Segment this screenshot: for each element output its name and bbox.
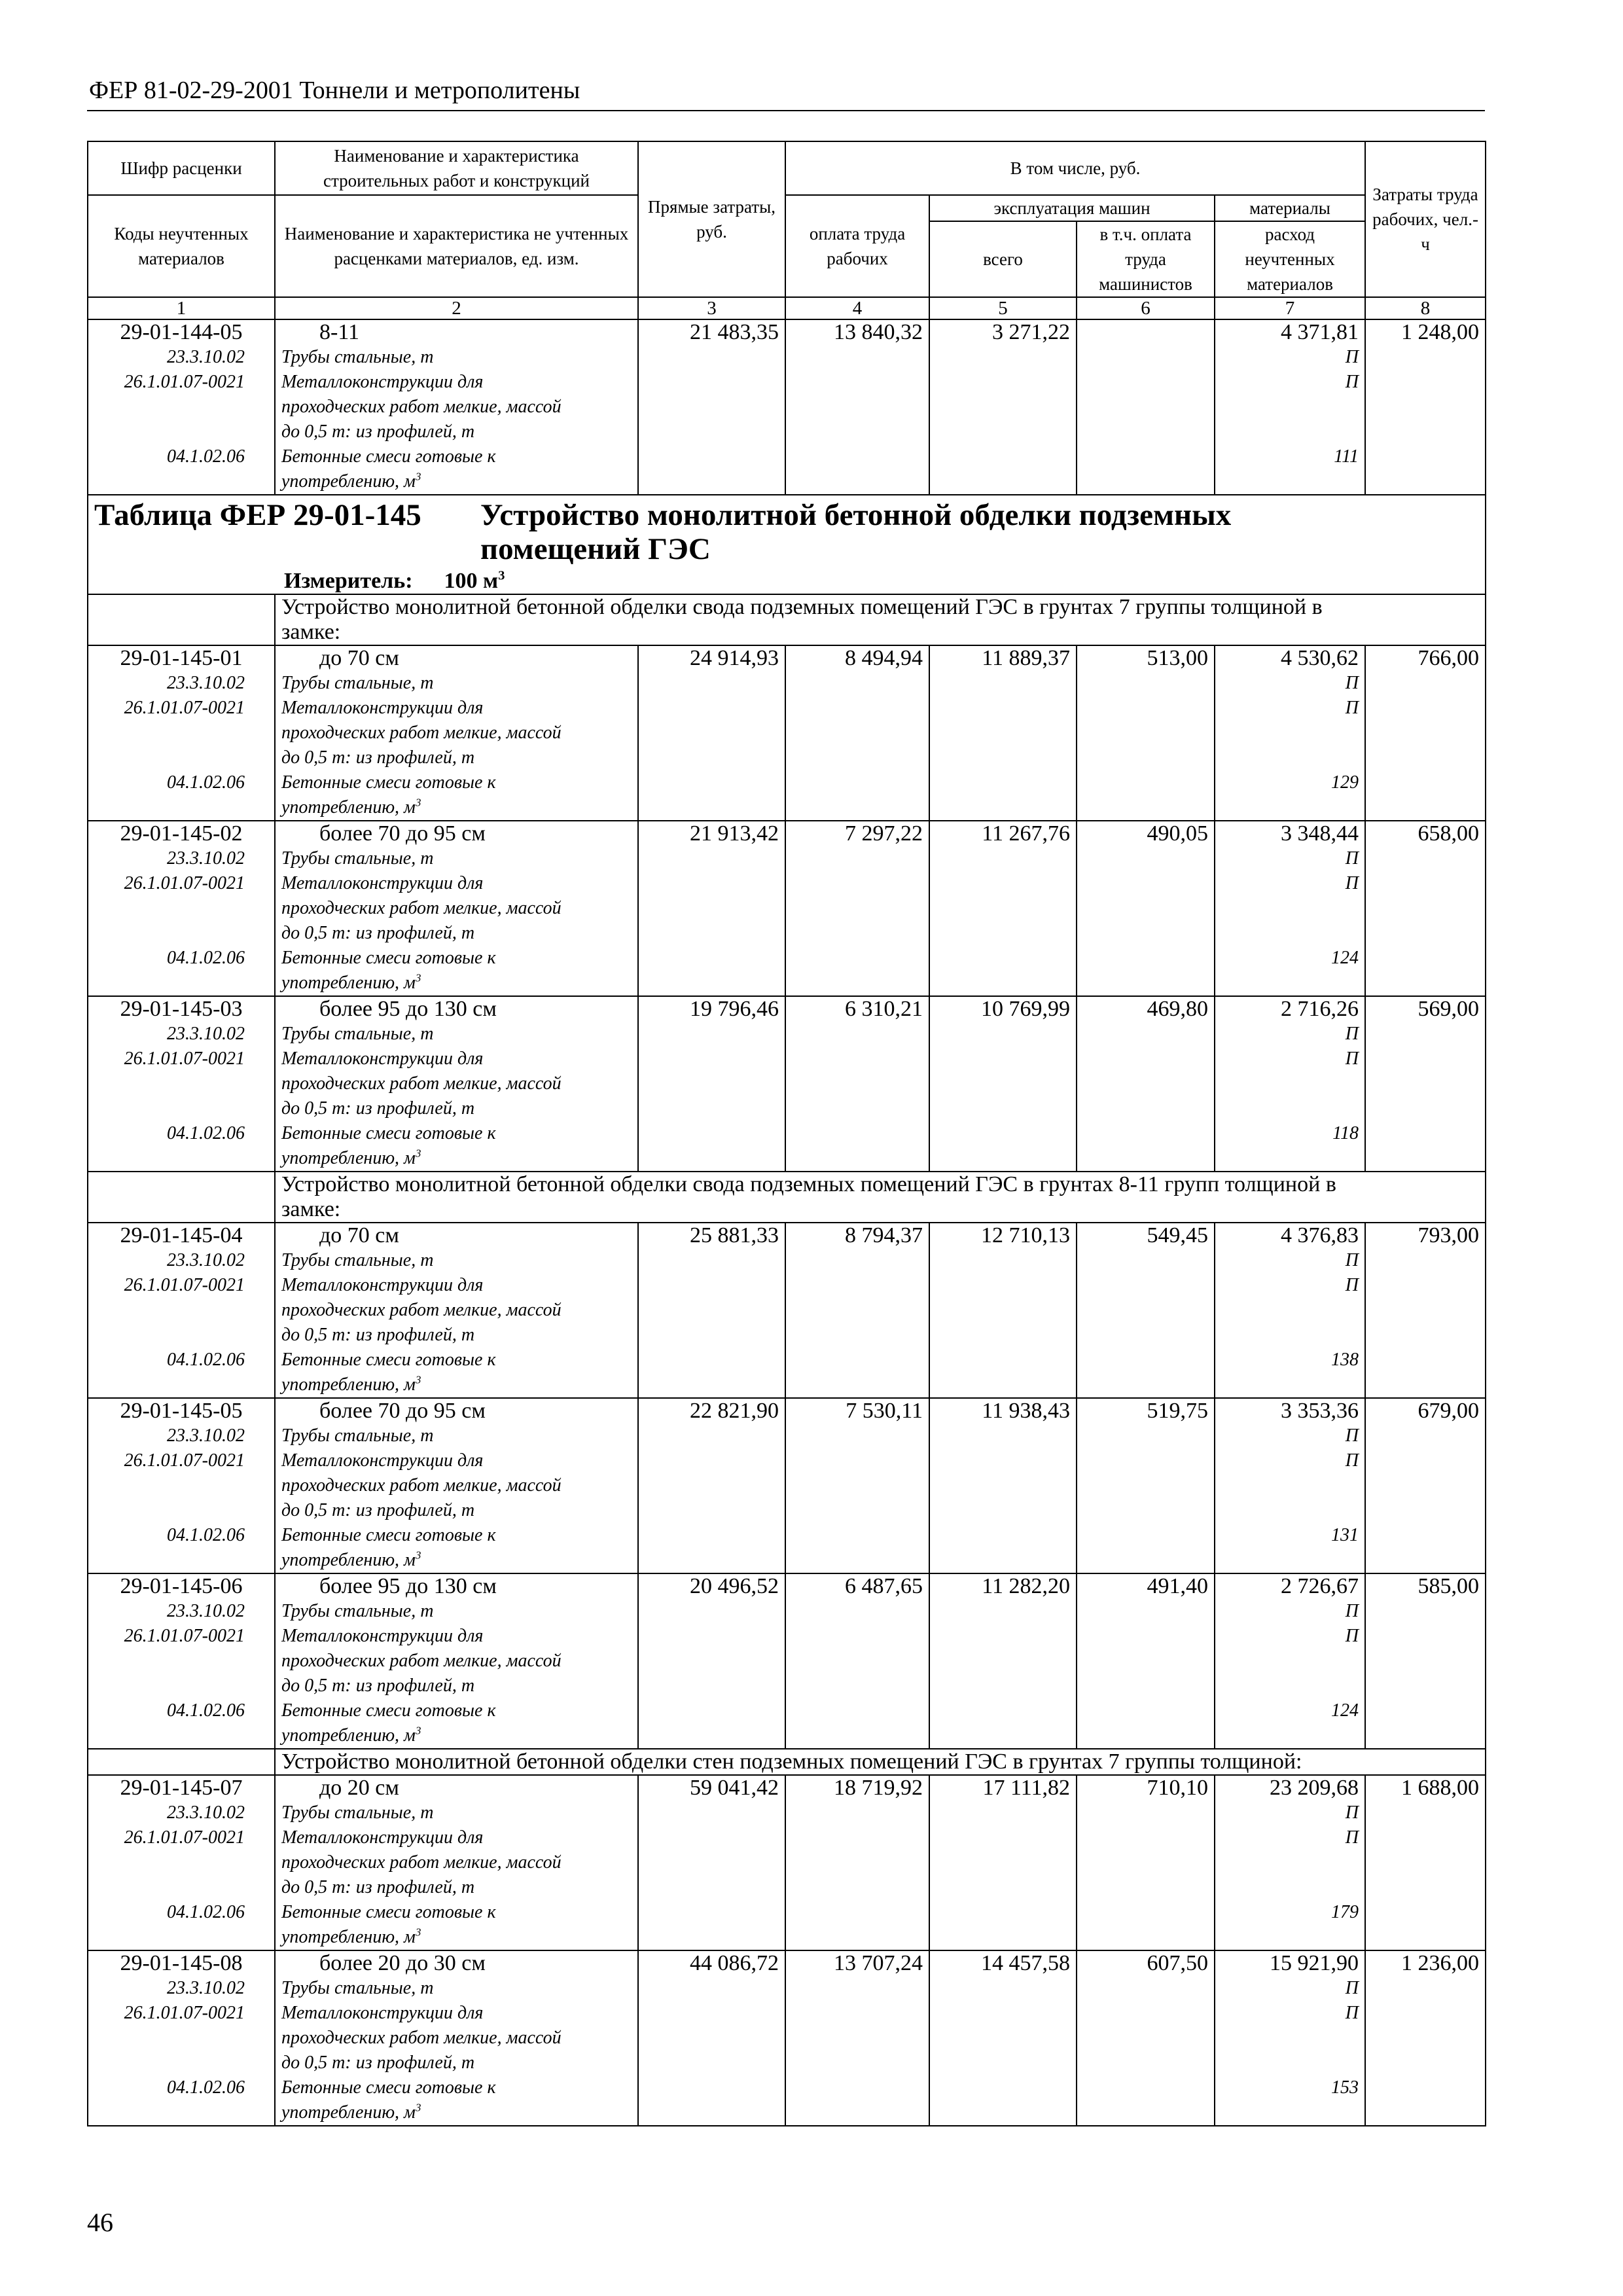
material-name: Металлоконструкции для [281, 2003, 484, 2023]
material-name: Бетонные смеси готовые к [281, 1700, 496, 1721]
material-code: 04.1.02.06 [167, 1902, 245, 1922]
material-name: до 0,5 т: из профилей, т [281, 923, 475, 943]
material-name: Бетонные смеси готовые к [281, 2077, 496, 2098]
material-name: до 0,5 т: из профилей, т [281, 1098, 475, 1119]
material-name: употреблению, $м^3$ [281, 796, 421, 817]
direct-cost: 19 796,46 [638, 996, 785, 1172]
col-labor-header: оплата труда рабочих [785, 195, 929, 297]
col-num-2: 2 [275, 297, 638, 319]
material-name: Трубы стальные, т [281, 1803, 434, 1823]
material-flag: П [1345, 1049, 1359, 1069]
machinist-cost: 549,45 [1077, 1223, 1215, 1398]
machinist-cost: 490,05 [1077, 821, 1215, 996]
material-name: до 0,5 т: из профилей, т [281, 1325, 475, 1345]
machinist-cost: 607,50 [1077, 1950, 1215, 2126]
materials-cost: 2 726,67 [1281, 1574, 1359, 1598]
section-row [88, 1172, 1486, 1223]
concrete-qty: 153 [1331, 2077, 1359, 2098]
work-name: более 70 до 95 см [319, 821, 486, 846]
material-code: 23.3.10.02 [167, 347, 245, 367]
direct-cost: 21 483,35 [638, 319, 785, 495]
direct-cost: 44 086,72 [638, 1950, 785, 2126]
material-flag: П [1345, 848, 1359, 869]
materials-cost: 23 209,68 [1270, 1776, 1359, 1800]
material-name: употреблению, $м^3$ [281, 470, 421, 492]
table-row [88, 1573, 1486, 1749]
concrete-qty: 111 [1334, 446, 1359, 467]
table-row [88, 1950, 1486, 2126]
materials-cost: 4 371,81 [1281, 320, 1359, 344]
material-name: Металлоконструкции для [281, 1049, 484, 1069]
direct-cost: 22 821,90 [638, 1398, 785, 1573]
material-code: 04.1.02.06 [167, 446, 245, 467]
col-direct-header: Прямые затраты, руб. [638, 141, 785, 297]
material-flag: П [1345, 1803, 1359, 1823]
material-flag: П [1345, 1601, 1359, 1621]
measure-unit: Измеритель: 100 $м^3$ [284, 568, 505, 593]
material-flag: П [1345, 673, 1359, 693]
col-num-7: 7 [1215, 297, 1365, 319]
material-code: 23.3.10.02 [167, 1978, 245, 1998]
material-code: 23.3.10.02 [167, 1426, 245, 1446]
table-row [88, 1775, 1486, 1950]
material-name: Металлоконструкции для [281, 1275, 484, 1295]
material-name: до 0,5 т: из профилей, т [281, 1676, 475, 1696]
materials-cost: 4 376,83 [1281, 1223, 1359, 1247]
labor-cost: 8 794,37 [785, 1223, 929, 1398]
material-name: употреблению, $м^3$ [281, 1724, 421, 1746]
labor-hours: 1 688,00 [1365, 1775, 1486, 1950]
material-code: 23.3.10.02 [167, 1250, 245, 1270]
material-code: 23.3.10.02 [167, 1803, 245, 1823]
material-code: 26.1.01.07-0021 [124, 1626, 245, 1646]
col-num-8: 8 [1365, 297, 1486, 319]
labor-hours: 766,00 [1365, 645, 1486, 821]
page-number: 46 [87, 2208, 113, 2237]
concrete-qty: 138 [1331, 1350, 1359, 1370]
material-name: Бетонные смеси готовые к [281, 1350, 496, 1370]
price-table [87, 141, 1486, 2126]
material-name: Металлоконструкции для [281, 1827, 484, 1848]
materials-cost: 4 530,62 [1281, 646, 1359, 670]
machinist-cost [1077, 319, 1215, 495]
col-hours-header: Затраты труда рабочих, чел.-ч [1365, 141, 1486, 297]
material-name: до 0,5 т: из профилей, т [281, 2053, 475, 2073]
table-subtitle: Устройство монолитной бетонной обделки подземных [480, 498, 1232, 532]
material-code: 26.1.01.07-0021 [124, 698, 245, 718]
material-code: 23.3.10.02 [167, 1024, 245, 1044]
material-name: употреблению, $м^3$ [281, 2101, 421, 2123]
material-flag: П [1345, 873, 1359, 893]
material-name: проходческих работ мелкие, массой [281, 1852, 562, 1873]
material-name: проходческих работ мелкие, массой [281, 1651, 562, 1671]
material-name: проходческих работ мелкие, массой [281, 397, 562, 417]
rate-code: 29-01-145-07 [120, 1776, 243, 1800]
material-code: 26.1.01.07-0021 [124, 873, 245, 893]
labor-hours: 658,00 [1365, 821, 1486, 996]
materials-cost: 15 921,90 [1270, 1951, 1359, 1975]
machine-cost: 11 282,20 [929, 1573, 1077, 1749]
direct-cost: 24 914,93 [638, 645, 785, 821]
col-num-4: 4 [785, 297, 929, 319]
machinist-cost: 469,80 [1077, 996, 1215, 1172]
direct-cost: 25 881,33 [638, 1223, 785, 1398]
rate-code: 29-01-145-05 [120, 1399, 243, 1423]
material-name: употреблению, $м^3$ [281, 1549, 421, 1570]
machinist-cost: 513,00 [1077, 645, 1215, 821]
material-name: Металлоконструкции для [281, 1450, 484, 1471]
concrete-qty: 124 [1331, 948, 1359, 968]
material-name: Трубы стальные, т [281, 673, 434, 693]
table-row [88, 645, 1486, 821]
material-name: проходческих работ мелкие, массой [281, 723, 562, 743]
material-code: 26.1.01.07-0021 [124, 1450, 245, 1471]
work-name: до 70 см [319, 646, 399, 670]
table-row [88, 1398, 1486, 1573]
section-heading: Устройство монолитной бетонной обделки стен подземных помещений ГЭС в грунтах 7 группы толщиной: [275, 1749, 1486, 1775]
materials-cost: 3 348,44 [1281, 821, 1359, 846]
concrete-qty: 118 [1332, 1123, 1359, 1143]
work-name: до 70 см [319, 1223, 399, 1247]
material-name: Трубы стальные, т [281, 1601, 434, 1621]
col-num-6: 6 [1077, 297, 1215, 319]
material-name: Бетонные смеси готовые к [281, 772, 496, 793]
material-name: до 0,5 т: из профилей, т [281, 422, 475, 442]
section-row [88, 594, 1486, 645]
col-num-1: 1 [88, 297, 275, 319]
material-name: Трубы стальные, т [281, 848, 434, 869]
material-name: проходческих работ мелкие, массой [281, 1073, 562, 1094]
material-name: Трубы стальные, т [281, 347, 434, 367]
material-name: Бетонные смеси готовые к [281, 1123, 496, 1143]
material-code: 04.1.02.06 [167, 948, 245, 968]
material-name: Металлоконструкции для [281, 873, 484, 893]
rate-code: 29-01-145-03 [120, 997, 243, 1021]
concrete-qty: 124 [1331, 1700, 1359, 1721]
table-row [88, 821, 1486, 996]
material-name: Трубы стальные, т [281, 1426, 434, 1446]
material-code: 26.1.01.07-0021 [124, 1049, 245, 1069]
material-flag: П [1345, 372, 1359, 392]
material-code: 26.1.01.07-0021 [124, 372, 245, 392]
rate-code: 29-01-145-06 [120, 1574, 243, 1598]
material-flag: П [1345, 1024, 1359, 1044]
section-row [88, 1749, 1486, 1775]
labor-cost: 13 707,24 [785, 1950, 929, 2126]
material-code: 23.3.10.02 [167, 1601, 245, 1621]
work-name: более 70 до 95 см [319, 1399, 486, 1423]
labor-hours: 585,00 [1365, 1573, 1486, 1749]
machine-cost: 11 938,43 [929, 1398, 1077, 1573]
material-name: Бетонные смеси готовые к [281, 1902, 496, 1922]
col-code-header: Шифр расценки [88, 141, 275, 195]
col-name-header: Наименование и характеристика строительных работ и конструкций [275, 141, 638, 195]
rate-code: 29-01-145-02 [120, 821, 243, 846]
material-flag: П [1345, 1978, 1359, 1998]
machine-cost: 17 111,82 [929, 1775, 1077, 1950]
col-matcode-header: Коды неучтенных материалов [88, 195, 275, 297]
labor-cost: 18 719,92 [785, 1775, 929, 1950]
material-name: проходческих работ мелкие, массой [281, 1475, 562, 1496]
work-name: более 95 до 130 см [319, 997, 497, 1021]
material-flag: П [1345, 1426, 1359, 1446]
material-flag: П [1345, 1827, 1359, 1848]
material-code: 04.1.02.06 [167, 1123, 245, 1143]
col-mach-labor-header: в т.ч. оплата труда машинистов [1077, 221, 1215, 297]
labor-hours: 1 248,00 [1365, 319, 1486, 495]
machine-cost: 3 271,22 [929, 319, 1077, 495]
col-num-5: 5 [929, 297, 1077, 319]
labor-cost: 6 487,65 [785, 1573, 929, 1749]
work-name: более 20 до 30 см [319, 1951, 486, 1975]
material-name: Трубы стальные, т [281, 1978, 434, 1998]
material-code: 26.1.01.07-0021 [124, 2003, 245, 2023]
table-row [88, 319, 1486, 495]
work-name: до 20 см [319, 1776, 399, 1800]
machine-cost: 10 769,99 [929, 996, 1077, 1172]
material-name: употреблению, $м^3$ [281, 1373, 421, 1395]
material-flag: П [1345, 1450, 1359, 1471]
material-code: 23.3.10.02 [167, 848, 245, 869]
material-name: Бетонные смеси готовые к [281, 948, 496, 968]
labor-hours: 569,00 [1365, 996, 1486, 1172]
material-name: проходческих работ мелкие, массой [281, 898, 562, 918]
concrete-qty: 131 [1331, 1525, 1359, 1545]
material-flag: П [1345, 1250, 1359, 1270]
table-row [88, 1223, 1486, 1398]
material-name: употреблению, $м^3$ [281, 1926, 421, 1947]
material-code: 26.1.01.07-0021 [124, 1275, 245, 1295]
labor-cost: 7 530,11 [785, 1398, 929, 1573]
col-machines-header: эксплуатация машин [929, 195, 1215, 221]
concrete-qty: 179 [1331, 1902, 1359, 1922]
machinist-cost: 491,40 [1077, 1573, 1215, 1749]
table-subtitle-2: помещений ГЭС [480, 532, 711, 566]
col-incl-header: В том числе, руб. [785, 141, 1365, 195]
table-title: Таблица ФЕР 29-01-145 [94, 498, 421, 532]
material-name: Металлоконструкции для [281, 698, 484, 718]
labor-cost: 7 297,22 [785, 821, 929, 996]
section-heading: Устройство монолитной бетонной обделки свода подземных помещений ГЭС в грунтах 7 группы толщиной в замке: [275, 594, 1486, 645]
col-matname-header: Наименование и характеристика не учтенных расценками материалов, ед. изм. [275, 195, 638, 297]
material-name: употреблению, $м^3$ [281, 1147, 421, 1168]
rate-code: 29-01-145-08 [120, 1951, 243, 1975]
material-flag: П [1345, 1275, 1359, 1295]
col-mat-header: расход неучтенных материалов [1215, 221, 1365, 297]
material-code: 26.1.01.07-0021 [124, 1827, 245, 1848]
machine-cost: 14 457,58 [929, 1950, 1077, 2126]
labor-hours: 1 236,00 [1365, 1950, 1486, 2126]
page-header: ФЕР 81-02-29-2001 Тоннели и метрополитены [89, 77, 580, 104]
material-flag: П [1345, 1626, 1359, 1646]
material-code: 23.3.10.02 [167, 673, 245, 693]
col-num-3: 3 [638, 297, 785, 319]
material-name: употреблению, $м^3$ [281, 971, 421, 993]
machine-cost: 12 710,13 [929, 1223, 1077, 1398]
materials-cost: 3 353,36 [1281, 1399, 1359, 1423]
col-materials-header: материалы [1215, 195, 1365, 221]
material-name: до 0,5 т: из профилей, т [281, 1500, 475, 1520]
table-body [88, 319, 1486, 2126]
material-code: 04.1.02.06 [167, 1525, 245, 1545]
material-name: до 0,5 т: из профилей, т [281, 747, 475, 768]
work-name: 8-11 [319, 320, 360, 344]
material-flag: П [1345, 2003, 1359, 2023]
section-heading: Устройство монолитной бетонной обделки свода подземных помещений ГЭС в грунтах 8-11 групп толщиной в замке: [275, 1172, 1486, 1223]
material-code: 04.1.02.06 [167, 2077, 245, 2098]
rate-code: 29-01-145-04 [120, 1223, 243, 1247]
materials-cost: 2 716,26 [1281, 997, 1359, 1021]
labor-hours: 679,00 [1365, 1398, 1486, 1573]
material-code: 04.1.02.06 [167, 772, 245, 793]
material-flag: П [1345, 698, 1359, 718]
col-mach-total-header: всего [929, 221, 1077, 297]
material-code: 04.1.02.06 [167, 1700, 245, 1721]
machine-cost: 11 267,76 [929, 821, 1077, 996]
header-rule [87, 110, 1485, 111]
concrete-qty: 129 [1331, 772, 1359, 793]
labor-cost: 6 310,21 [785, 996, 929, 1172]
machinist-cost: 710,10 [1077, 1775, 1215, 1950]
material-name: Металлоконструкции для [281, 372, 484, 392]
material-name: проходческих работ мелкие, массой [281, 2028, 562, 2048]
direct-cost: 21 913,42 [638, 821, 785, 996]
rate-code: 29-01-145-01 [120, 646, 243, 670]
material-name: Бетонные смеси готовые к [281, 1525, 496, 1545]
direct-cost: 59 041,42 [638, 1775, 785, 1950]
material-name: Бетонные смеси готовые к [281, 446, 496, 467]
direct-cost: 20 496,52 [638, 1573, 785, 1749]
machine-cost: 11 889,37 [929, 645, 1077, 821]
work-name: более 95 до 130 см [319, 1574, 497, 1598]
labor-cost: 8 494,94 [785, 645, 929, 821]
material-name: Трубы стальные, т [281, 1024, 434, 1044]
labor-hours: 793,00 [1365, 1223, 1486, 1398]
material-name: Металлоконструкции для [281, 1626, 484, 1646]
table-title-row [88, 495, 1486, 594]
material-flag: П [1345, 347, 1359, 367]
labor-cost: 13 840,32 [785, 319, 929, 495]
machinist-cost: 519,75 [1077, 1398, 1215, 1573]
rate-code: 29-01-144-05 [120, 320, 243, 344]
material-name: проходческих работ мелкие, массой [281, 1300, 562, 1320]
material-name: Трубы стальные, т [281, 1250, 434, 1270]
material-code: 04.1.02.06 [167, 1350, 245, 1370]
material-name: до 0,5 т: из профилей, т [281, 1877, 475, 1897]
table-row [88, 996, 1486, 1172]
